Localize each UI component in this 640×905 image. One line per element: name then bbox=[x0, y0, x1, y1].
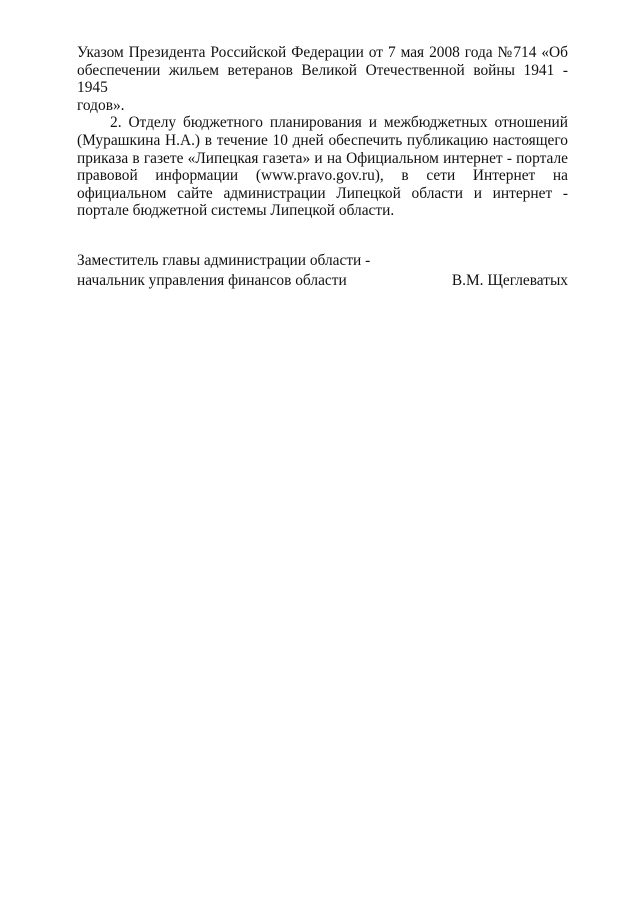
signature-name: В.М. Щеглеватых bbox=[451, 272, 568, 289]
paragraph1-line-2: обеспечении жильем ветеранов Великой Отечественной войны 1941 - 1945 bbox=[77, 61, 568, 97]
signature-position-line-2: начальник управления финансов области bbox=[77, 272, 347, 289]
signature-block bbox=[77, 251, 568, 291]
paragraph2-line-1: 2. Отделу бюджетного планирования и межбюджетных отношений bbox=[110, 114, 568, 132]
paragraph2-line-6: портале бюджетной системы Липецкой области. bbox=[77, 202, 395, 220]
paragraph2-line-4: правовой информации (www.pravo.gov.ru), в сети Интернет на bbox=[77, 167, 568, 185]
document-body bbox=[77, 44, 568, 220]
paragraph2-line-2: (Мурашкина Н.А.) в течение 10 дней обеспечить публикацию настоящего bbox=[77, 131, 568, 149]
paragraph2-line-3: приказа в газете «Липецкая газета» и на Официальном интернет - портале bbox=[77, 149, 568, 167]
signature-row-2 bbox=[77, 271, 568, 291]
paragraph1-line-1: Указом Президента Российской Федерации от 7 мая 2008 года №714 «Об bbox=[77, 44, 568, 61]
paragraph1-line-3: годов». bbox=[77, 96, 125, 114]
paragraph2-line-5: официальном сайте администрации Липецкой области и интернет - bbox=[77, 184, 568, 202]
signature-row-1 bbox=[77, 251, 568, 271]
signature-position-line-1: Заместитель главы администрации области - bbox=[77, 252, 371, 269]
